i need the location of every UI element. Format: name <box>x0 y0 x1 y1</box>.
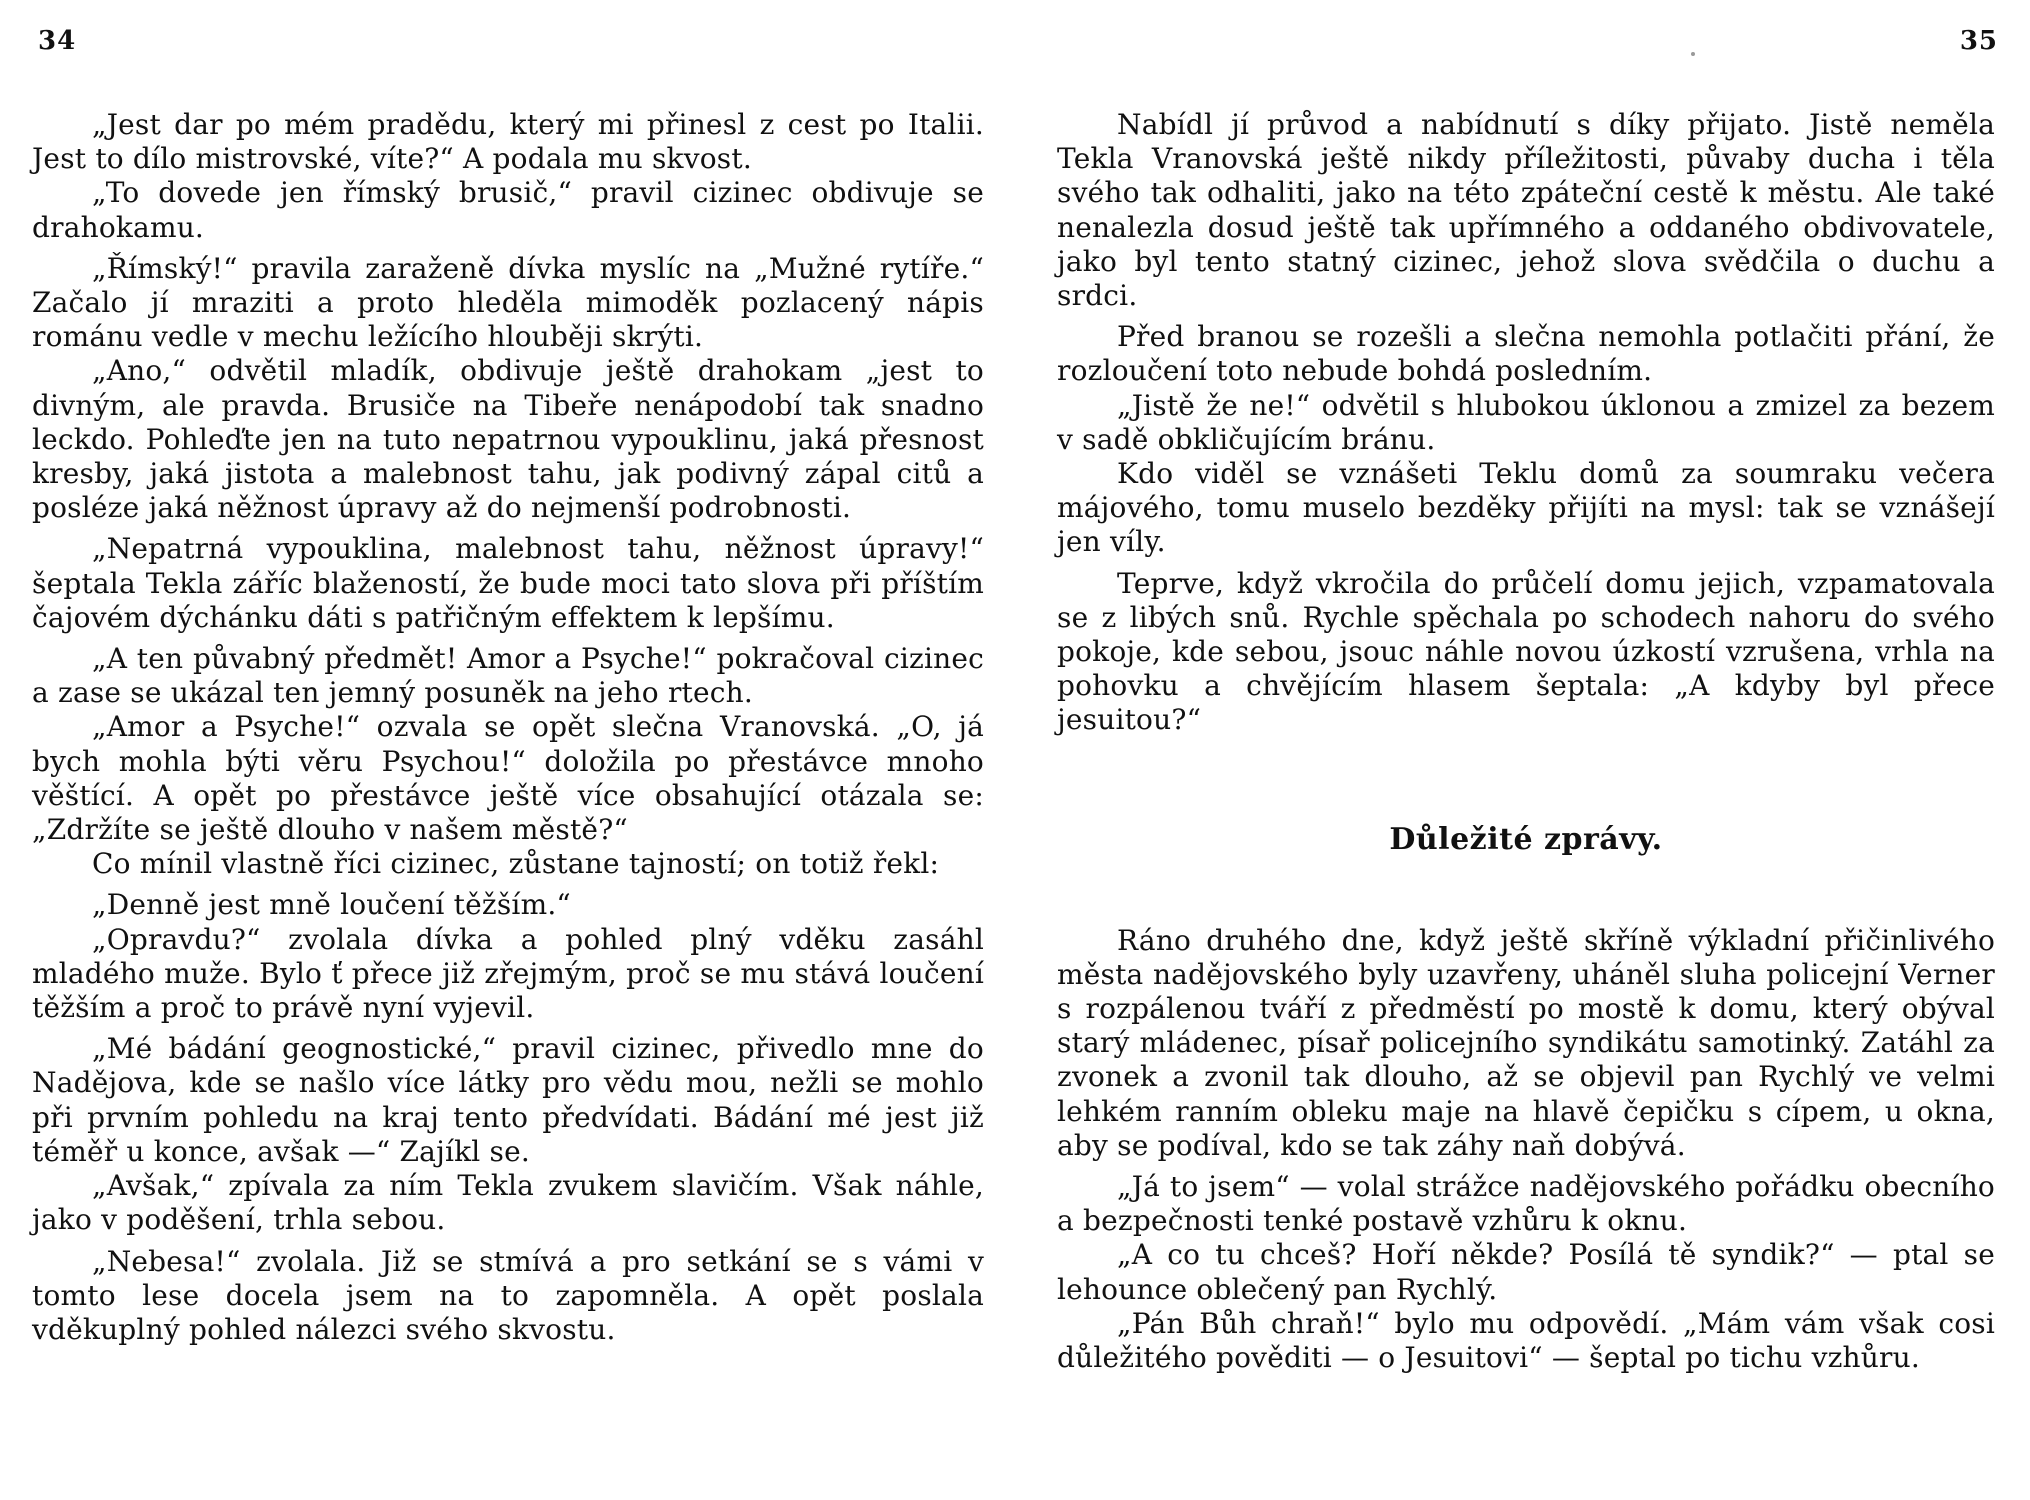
page-number: 34 <box>38 26 77 56</box>
paragraph: „Opravdu?“ zvolala dívka a pohled plný vděku zasáhl mladého muže. Bylo ť přece již zřejmým, proč se mu stává loučení těžším a proč to právě nyní vyjevil. <box>32 922 984 1025</box>
page-speck <box>1691 52 1695 56</box>
paragraph: „To dovede jen římský brusič,“ pravil cizinec obdivuje se drahokamu. <box>32 176 984 244</box>
paragraph: Nabídl jí průvod a nabídnutí s díky přijato. Jistě neměla Tekla Vranovská ještě nikdy příležitosti, půvaby ducha i těla svého tak odhaliti, jako na této zpáteční cestě k městu. Ale také nenalezla dosud ještě tak upřímného a oddaného obdivovatele, jako byl tento statný cizinec, jehož slova svědčila o duchu a srdci. <box>1057 108 1995 313</box>
paragraph: „Pán Bůh chraň!“ bylo mu odpovědí. „Mám vám však cosi důležitého pověditi — o Jesuitovi“ — šeptal po tichu vzhůru. <box>1057 1306 1995 1375</box>
section-heading: Důležité zprávy. <box>1389 821 1663 857</box>
paragraph: Před branou se rozešli a slečna nemohla potlačiti přání, že rozloučení toto nebude bohdá posledním. <box>1057 320 1995 388</box>
paragraph: Ráno druhého dne, když ještě skříně výkladní přičinlivého města nadějovského byly uzavřeny, uháněl sluha policejní Verner s rozpálenou tváří z předměstí po mostě k domu, který obýval starý mládenec, písař policejního syndikátu samotinký. Zatáhl za zvonek a zvonil tak dlouho, až se objevil pan Rychlý ve velmi lehkém ranním obleku maje na hlavě čepičku s cípem, u okna, aby se podíval, kdo se tak záhy naň dobývá. <box>1057 923 1995 1162</box>
paragraph: „A co tu chceš? Hoří někde? Posílá tě syndik?“ — ptal se lehounce oblečený pan Rychlý. <box>1057 1238 1995 1306</box>
paragraph: „Nepatrná vypouklina, malebnost tahu, něžnost úpravy!“ šeptala Tekla záříc blažeností, že bude moci tato slova při příštím čajovém dýchánku dáti s patřičným effektem k lepšímu. <box>32 532 984 634</box>
paragraph: „A ten půvabný předmět! Amor a Psyche!“ pokračoval cizinec a zase se ukázal ten jemný posuněk na jeho rtech. <box>32 642 984 710</box>
paragraph: „Nebesa!“ zvolala. Již se stmívá a pro setkání se s vámi v tomto lese docela jsem na to zapomněla. A opět poslala vděkuplný pohled nálezci svého skvostu. <box>32 1244 984 1346</box>
paragraph: „Jest dar po mém pradědu, který mi přinesl z cest po Italii. Jest to dílo mistrovské, víte?“ A podala mu skvost. <box>32 108 984 176</box>
paragraph: Kdo viděl se vznášeti Teklu domů za soumraku večera májového, tomu muselo bezděky přijíti na mysl: tak se vznášejí jen víly. <box>1057 457 1995 559</box>
paragraph: „Já to jsem“ — volal strážce nadějovského pořádku obecního a bezpečnosti tenké postavě vzhůru k oknu. <box>1057 1170 1995 1238</box>
right-text-column <box>1057 108 1995 1375</box>
paragraph: „Římský!“ pravila zaraženě dívka myslíc na „Mužné rytíře.“ Začalo jí mraziti a proto hleděla mimoděk pozlacený nápis románu vedle v mechu ležícího hlouběji skrýti. <box>32 251 984 354</box>
paragraph: Teprve, když vkročila do průčelí domu jejich, vzpamatovala se z libých snů. Rychle spěchala po schodech nahoru do svého pokoje, kde sebou, jsouc náhle novou úzkostí vzrušena, vrhla na pohovku a chvějícím hlasem šeptala: „A kdyby byl přece jesuitou?“ <box>1057 566 1995 737</box>
page-number: 35 <box>1959 26 1998 56</box>
left-text-column <box>32 108 984 1347</box>
paragraph: „Jistě že ne!“ odvětil s hlubokou úklonou a zmizel za bezem v sadě obkličujícím bránu. <box>1057 388 1995 456</box>
paragraph: Co mínil vlastně říci cizinec, zůstane tajností; on totiž řekl: <box>92 847 940 881</box>
paragraph: „Amor a Psyche!“ ozvala se opět slečna Vranovská. „O, já bych mohla býti věru Psychou!“ doložila po přestávce mnoho věštící. A opět po přestávce ještě více obsahující otázala se: „Zdržíte se ještě dlouho v našem městě?“ <box>32 710 984 847</box>
paragraph: „Avšak,“ zpívala za ním Tekla zvukem slavičím. Však náhle, jako v poděšení, trhla sebou. <box>32 1169 984 1237</box>
paragraph: „Mé bádání geognostické,“ pravil cizinec, přivedlo mne do Nadějova, kde se našlo více látky pro vědu mou, nežli se mohlo při prvním pohledu na kraj tento předvídati. Bádání mé jest již téměř u konce, avšak —“ Zajíkl se. <box>32 1032 984 1168</box>
right-page <box>1015 0 2030 1500</box>
paragraph: „Ano,“ odvětil mladík, obdivuje ještě drahokam „jest to divným, ale pravda. Brusiče na Tibeře nenápodobí tak snadno leckdo. Pohleďte jen na tuto nepatrnou vypouklinu, jaká přesnost kresby, jaká jistota a malebnost tahu, jak podivný zápal citů a posléze jaká něžnost úpravy až do nejmenší podrobnosti. <box>32 354 984 525</box>
paragraph: „Denně jest mně loučení těžším.“ <box>92 888 571 922</box>
